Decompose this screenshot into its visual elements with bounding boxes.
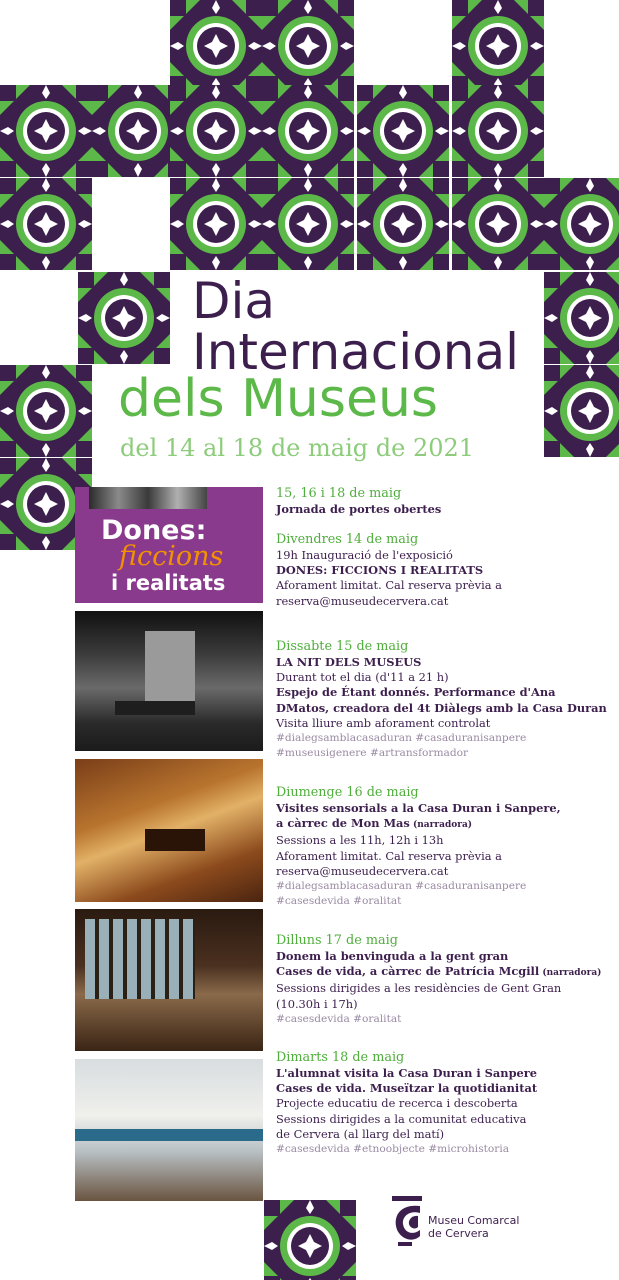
tile-15	[78, 272, 170, 364]
tile-3	[0, 85, 92, 177]
event-line: (10.30h i 17h)	[276, 996, 358, 1011]
event-hashtags: #casesdevida #oralitat	[276, 895, 402, 908]
tile-14	[544, 178, 619, 270]
title-line-2: Internacional	[192, 323, 520, 381]
photo-windows	[85, 919, 195, 999]
photo-sitting-room	[75, 759, 263, 902]
event-hashtags: #casesdevida #oralitat	[276, 1012, 402, 1025]
date-range: del 14 al 18 de maig de 2021	[120, 434, 475, 462]
event-note: (narradora)	[409, 820, 473, 831]
event-block	[276, 639, 611, 761]
photo-dining-room	[75, 909, 263, 1051]
photo-window	[145, 631, 195, 701]
event-hashtags: #dialegsamblacasaduran #casaduranisanpere	[276, 880, 527, 893]
event-line: Cases de vida, a càrrec de Patrícia Mcgill	[276, 964, 540, 979]
exhibition-card-line-3: i realitats	[111, 571, 226, 595]
event-line: Aforament limitat. Cal reserva prèvia a	[276, 848, 502, 863]
event-line: Cases de vida. Museïtzar la quotidianitat	[276, 1081, 538, 1096]
exhibition-card	[75, 487, 263, 603]
exhibition-card-photo-strip	[89, 487, 207, 509]
event-note: (narradora)	[539, 968, 602, 979]
event-line: Aforament limitat. Cal reserva prèvia a	[276, 578, 502, 593]
museum-logo-icon	[390, 1196, 426, 1248]
tile-17	[0, 365, 92, 457]
photo-study-room	[75, 611, 263, 751]
tile-7	[357, 85, 449, 177]
tile-6	[262, 85, 354, 177]
museum-logo-text	[428, 1214, 519, 1240]
event-line: a càrrec de Mon Mas	[276, 816, 410, 831]
tile-18	[544, 365, 619, 457]
event-line-with-note	[276, 964, 611, 981]
event-line: LA NIT DELS MUSEUS	[276, 655, 422, 669]
tile-0	[170, 0, 262, 92]
event-line: L'alumnat visita la Casa Duran i Sanpere	[276, 1066, 538, 1080]
event-line: Sessions dirigides a la comunitat educativa	[276, 1111, 527, 1126]
event-date: Divendres 14 de maig	[276, 532, 419, 547]
tile-5	[170, 85, 262, 177]
exhibition-card-line-1: Dones:	[101, 515, 207, 546]
tile-20	[264, 1200, 356, 1280]
event-hashtags: #museusigenere #artransformador	[276, 747, 469, 760]
event-line[interactable]: reserva@museudecervera.cat	[276, 863, 449, 878]
event-line[interactable]: reserva@museudecervera.cat	[276, 593, 449, 608]
event-line: Visita lliure amb aforament controlat	[276, 715, 491, 730]
event-date: 15, 16 i 18 de maig	[276, 486, 402, 501]
event-line: Projecte educatiu de recerca i descoberta	[276, 1096, 518, 1111]
photo-table	[145, 829, 205, 851]
museum-logo-line-1: Museu Comarcal	[428, 1214, 520, 1227]
photo-tiles	[75, 1129, 263, 1141]
event-line: Jornada de portes obertes	[276, 502, 442, 516]
exhibition-card-line-2: ficcions	[119, 541, 224, 572]
event-date: Dilluns 17 de maig	[276, 933, 398, 948]
photo-desk	[115, 701, 195, 715]
event-line: Durant tot el dia (d'11 a 21 h)	[276, 670, 449, 685]
event-line: Sessions a les 11h, 12h i 13h	[276, 833, 444, 848]
event-line: Sessions dirigides a les residències de Gent Gran	[276, 981, 562, 996]
tile-11	[262, 178, 354, 270]
event-block	[276, 1050, 611, 1157]
event-block	[276, 785, 611, 909]
title-line-1: Dia	[192, 272, 276, 330]
event-line: Donem la benvinguda a la gent gran	[276, 949, 509, 963]
tile-12	[357, 178, 449, 270]
photo-kitchen	[75, 1059, 263, 1201]
tile-13	[452, 178, 544, 270]
event-date: Dimarts 18 de maig	[276, 1050, 405, 1065]
event-line: DMatos, creadora del 4t Diàlegs amb la Casa Duran	[276, 700, 607, 715]
title-line-3: dels Museus	[118, 369, 439, 429]
event-line: de Cervera (al llarg del matí)	[276, 1126, 445, 1141]
tile-16	[544, 272, 619, 364]
event-line: Visites sensorials a la Casa Duran i Sanpere,	[276, 801, 561, 815]
tile-1	[262, 0, 354, 92]
event-hashtags: #casesdevida #etnoobjecte #microhistoria	[276, 1143, 510, 1156]
event-block	[276, 486, 611, 517]
event-block	[276, 933, 611, 1027]
tile-10	[170, 178, 262, 270]
tile-2	[452, 0, 544, 92]
event-line-with-note	[276, 816, 611, 833]
event-date: Diumenge 16 de maig	[276, 785, 419, 800]
tile-8	[452, 85, 544, 177]
tile-9	[0, 178, 92, 270]
event-line: 19h Inauguració de l'exposició	[276, 548, 453, 562]
event-date: Dissabte 15 de maig	[276, 639, 409, 654]
event-block	[276, 532, 611, 609]
event-hashtags: #dialegsamblacasaduran #casaduranisanpere	[276, 732, 527, 745]
event-line: Espejo de Étant donnés. Performance d'Ana	[276, 685, 556, 700]
museum-logo-line-2: de Cervera	[428, 1227, 489, 1240]
event-line: DONES: FICCIONS I REALITATS	[276, 563, 484, 578]
